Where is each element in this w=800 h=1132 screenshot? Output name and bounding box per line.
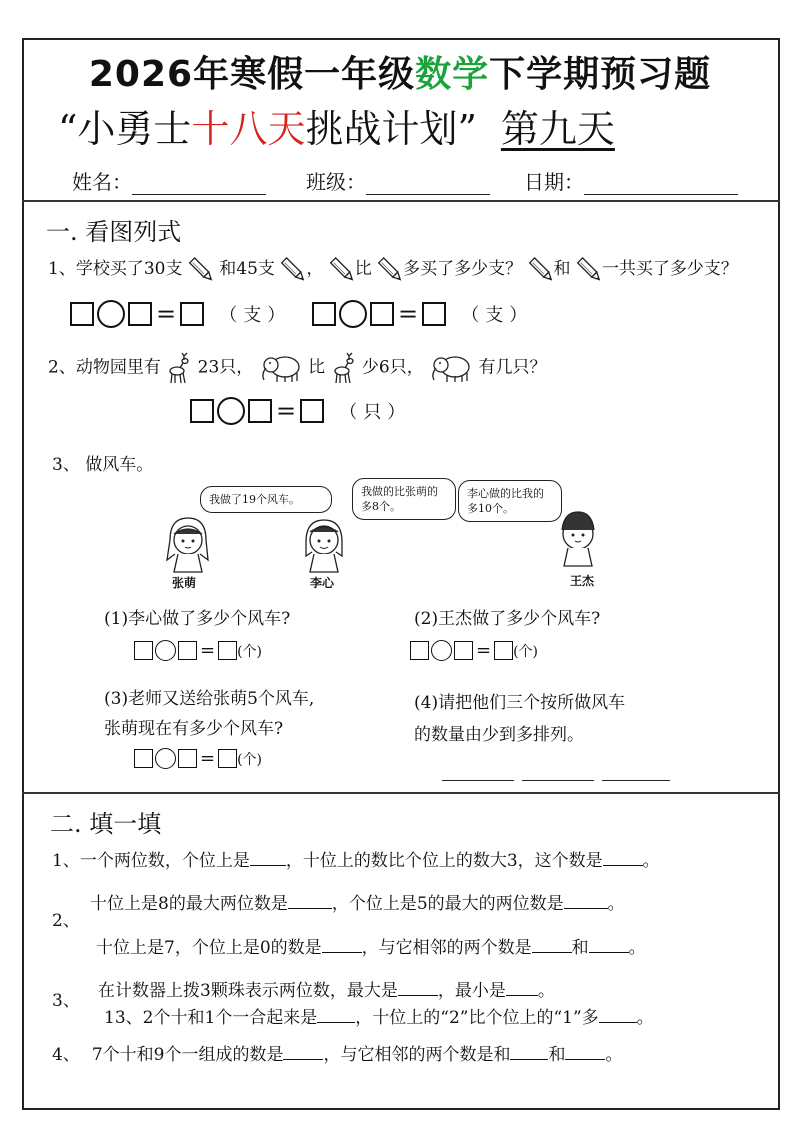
pencil-icon [528,255,554,285]
name-field: 姓名： [72,166,266,195]
equation-blank: = （支） [312,300,533,328]
boy-wangjie-illustration [552,508,604,568]
day-label: 第九天 [500,107,615,151]
elephant-icon [259,353,303,383]
question-1-2: 2、动物园里有 23只， 比 少6只， 有几只？ [48,352,547,384]
girl-lixin-illustration [298,516,350,574]
pencil-icon [280,255,306,285]
worksheet-title: 2026年寒假一年级数学下学期预习题 [88,54,712,95]
pencil-icon [576,255,602,285]
divider [22,792,780,794]
section1-title: 一. 看图列式 [46,218,182,246]
sub-question-4-line2: 的数量由少到多排列。 [414,725,584,745]
equation-blank: = (个) [134,640,262,661]
fill-question-3-number: 3、 [52,991,80,1011]
class-field: 班级： [306,166,490,195]
sub-question-1: (1)李心做了多少个风车? [104,609,291,629]
fill-question-3a: 在计数器上拨3颗珠表示两位数，最大是 ，最小是 。 [98,981,555,1001]
kid-name: 王杰 [570,574,595,588]
kid-name: 李心 [310,576,335,590]
girl-zhangmeng-illustration [162,516,214,574]
section2-title: 二. 填一填 [50,810,162,838]
divider [22,200,780,202]
kid-name: 张萌 [172,576,197,590]
date-field: 日期： [524,166,738,195]
sub-question-2: (2)王杰做了多少个风车? [414,609,601,629]
fill-question-1: 1、一个两位数，个位上是 ，十位上的数比个位上的数大3，这个数是 。 [52,851,660,871]
equation-blank: = （只） [190,397,411,425]
equation-blank: = （支） [70,300,291,328]
equation-blank: = (个) [134,748,262,769]
sub-question-3-line2: 张萌现在有多少个风车? [104,719,284,739]
question-1-3: 3、 做风车。 [52,455,154,475]
plan-subtitle: “小勇士十八天挑战计划” 第九天 [58,107,615,151]
elephant-icon [429,353,473,383]
answer-blanks [442,766,678,768]
fill-question-2b: 十位上是7，个位上是0的数是 ，与它相邻的两个数是 和 。 [96,938,646,958]
fill-question-2a: 十位上是8的最大两位数是 ，个位上是5的最大的两位数是 。 [90,894,625,914]
speech-bubble: 我做的比张萌的多8个。 [352,478,456,520]
sub-question-4: (4)请把他们三个按所做风车 [414,693,626,713]
pencil-icon [377,255,403,285]
equation-blank: = (个) [410,640,538,661]
fill-question-2-number: 2、 [52,911,80,931]
pencil-icon [188,255,214,285]
speech-bubble: 李心做的比我的多10个。 [458,480,562,522]
sub-question-3: (3)老师又送给张萌5个风车, [104,689,315,709]
speech-bubble: 我做了19个风车。 [200,486,332,513]
deer-icon [331,352,357,384]
fill-question-4: 4、 7个十和9个一组成的数是 ，与它相邻的两个数是和 和 。 [52,1045,623,1065]
question-1-1: 1、学校买了30支 和45支 ， 比 多买了多少支？ 和 一共买了多少支？ [48,254,738,285]
fill-question-3b: 13、2个十和1个一合起来是 ，十位上的“2”比个位上的“1”多 。 [104,1008,654,1028]
deer-icon [166,352,192,384]
pencil-icon [329,255,355,285]
